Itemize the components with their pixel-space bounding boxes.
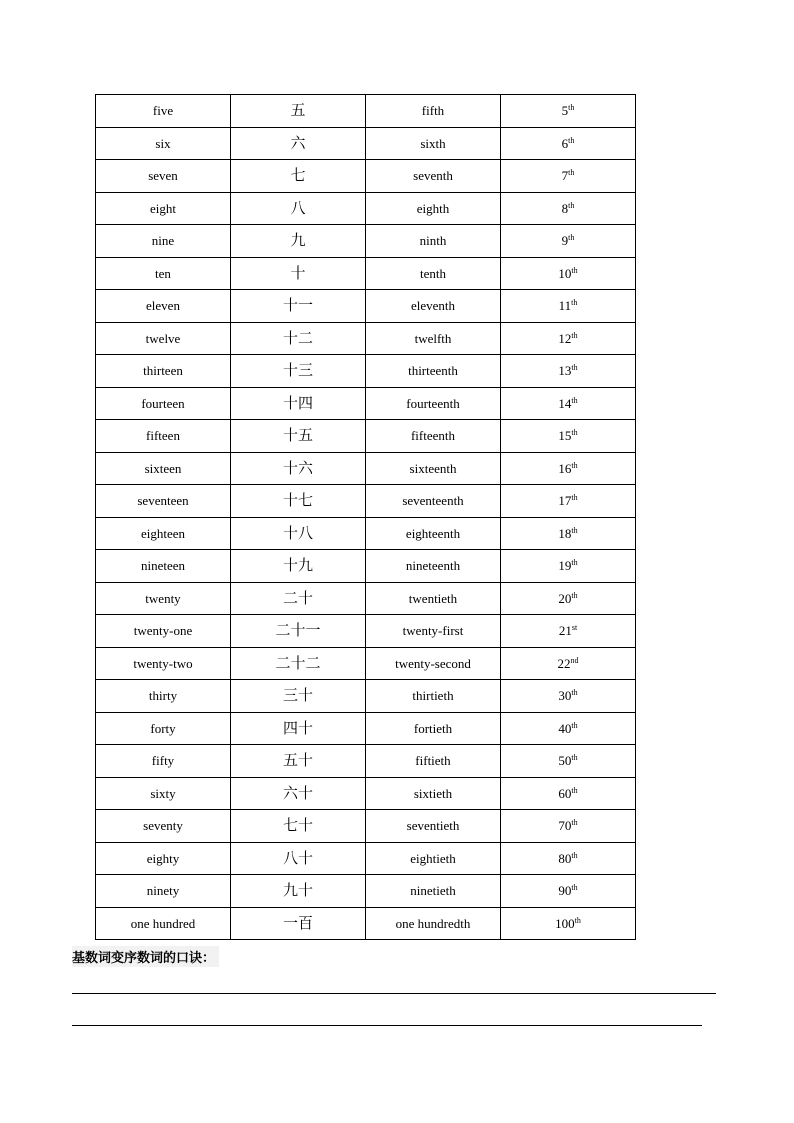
chinese-cell: 十六: [231, 452, 366, 485]
table-row: [96, 875, 636, 908]
chinese-cell: 十九: [231, 550, 366, 583]
ordinal-suffix: th: [568, 168, 575, 178]
chinese-cell: 二十: [231, 582, 366, 615]
ordinal-cell: thirtieth: [366, 680, 501, 713]
ordinal-cell: fifteenth: [366, 420, 501, 453]
chinese-cell: 九十: [231, 875, 366, 908]
table-row: [96, 355, 636, 388]
abbreviation-cell: [501, 680, 636, 713]
ordinal-number: 12: [558, 330, 572, 346]
abbreviation-cell: [501, 160, 636, 193]
abbreviation-cell: [501, 810, 636, 843]
ordinal-suffix: th: [571, 850, 578, 860]
cardinal-cell: forty: [96, 712, 231, 745]
ordinal-suffix: th: [571, 883, 578, 893]
chinese-cell: 十七: [231, 485, 366, 518]
ordinal-suffix: th: [571, 590, 578, 600]
table-row: [96, 517, 636, 550]
ordinal-cell: fortieth: [366, 712, 501, 745]
table-row: [96, 127, 636, 160]
ordinal-suffix: th: [571, 688, 578, 698]
cardinal-cell: eleven: [96, 290, 231, 323]
abbreviation-cell: [501, 907, 636, 940]
cardinal-cell: ten: [96, 257, 231, 290]
ordinal-cell: fifth: [366, 95, 501, 128]
ordinal-cell: twentieth: [366, 582, 501, 615]
chinese-cell: 十一: [231, 290, 366, 323]
table-row: [96, 452, 636, 485]
abbreviation-cell: [501, 712, 636, 745]
ordinal-suffix: th: [571, 265, 578, 275]
cardinal-cell: eighteen: [96, 517, 231, 550]
abbreviation-cell: [501, 257, 636, 290]
ordinal-cell: eighth: [366, 192, 501, 225]
cardinal-cell: five: [96, 95, 231, 128]
chinese-cell: 四十: [231, 712, 366, 745]
abbreviation-cell: [501, 517, 636, 550]
ordinal-suffix: th: [568, 103, 575, 113]
ordinal-suffix: th: [571, 363, 578, 373]
table-row: [96, 810, 636, 843]
ordinal-number: 7: [561, 168, 569, 184]
chinese-cell: 一百: [231, 907, 366, 940]
chinese-cell: 十五: [231, 420, 366, 453]
number-table: [95, 94, 636, 940]
table-row: [96, 322, 636, 355]
chinese-cell: 三十: [231, 680, 366, 713]
abbreviation-cell: [501, 842, 636, 875]
answer-line-2: [72, 1025, 702, 1026]
ordinal-number: 40: [558, 720, 572, 736]
cardinal-cell: fifty: [96, 745, 231, 778]
ordinal-suffix: th: [571, 558, 578, 568]
chinese-cell: 九: [231, 225, 366, 258]
ordinal-suffix: th: [571, 493, 578, 503]
ordinal-cell: sixteenth: [366, 452, 501, 485]
ordinal-cell: twelfth: [366, 322, 501, 355]
ordinal-cell: ninetieth: [366, 875, 501, 908]
ordinal-suffix: th: [568, 233, 575, 243]
chinese-cell: 六十: [231, 777, 366, 810]
ordinal-cell: eleventh: [366, 290, 501, 323]
ordinal-number: 5: [561, 103, 569, 119]
answer-line-1: [72, 993, 716, 994]
ordinal-number: 20: [558, 590, 572, 606]
ordinal-cell: fourteenth: [366, 387, 501, 420]
chinese-cell: 六: [231, 127, 366, 160]
ordinal-cell: thirteenth: [366, 355, 501, 388]
cardinal-cell: twelve: [96, 322, 231, 355]
ordinal-number: 60: [558, 785, 572, 801]
ordinal-suffix: th: [571, 330, 578, 340]
table-row: [96, 550, 636, 583]
mnemonic-heading: 基数词变序数词的口诀：: [72, 946, 219, 967]
ordinal-number: 9: [561, 233, 569, 249]
abbreviation-cell: [501, 582, 636, 615]
abbreviation-cell: [501, 875, 636, 908]
table-row: [96, 485, 636, 518]
ordinal-suffix: th: [571, 818, 578, 828]
ordinal-number: 10: [558, 265, 572, 281]
abbreviation-cell: [501, 420, 636, 453]
abbreviation-cell: [501, 615, 636, 648]
ordinal-cell: sixth: [366, 127, 501, 160]
ordinal-suffix: nd: [570, 655, 579, 665]
ordinal-cell: ninth: [366, 225, 501, 258]
table-row: [96, 387, 636, 420]
cardinal-cell: seven: [96, 160, 231, 193]
ordinal-cell: seventeenth: [366, 485, 501, 518]
abbreviation-cell: [501, 225, 636, 258]
table-row: [96, 192, 636, 225]
ordinal-number: 15: [558, 428, 572, 444]
ordinal-cell: tenth: [366, 257, 501, 290]
abbreviation-cell: [501, 452, 636, 485]
ordinal-cell: sixtieth: [366, 777, 501, 810]
chinese-cell: 七十: [231, 810, 366, 843]
cardinal-cell: thirty: [96, 680, 231, 713]
ordinal-suffix: th: [571, 753, 578, 763]
chinese-cell: 十八: [231, 517, 366, 550]
abbreviation-cell: [501, 550, 636, 583]
table-row: [96, 225, 636, 258]
ordinal-number: 11: [558, 298, 572, 314]
ordinal-suffix: th: [571, 525, 578, 535]
ordinal-suffix: st: [571, 623, 578, 633]
ordinal-suffix: th: [571, 395, 578, 405]
abbreviation-cell: [501, 290, 636, 323]
chinese-cell: 八: [231, 192, 366, 225]
ordinal-number: 30: [558, 688, 572, 704]
abbreviation-cell: [501, 355, 636, 388]
abbreviation-cell: [501, 192, 636, 225]
ordinal-suffix: th: [571, 298, 578, 308]
ordinal-number: 16: [558, 460, 572, 476]
ordinal-suffix: th: [568, 200, 575, 210]
cardinal-cell: seventy: [96, 810, 231, 843]
cardinal-cell: seventeen: [96, 485, 231, 518]
abbreviation-cell: [501, 387, 636, 420]
chinese-cell: 十三: [231, 355, 366, 388]
cardinal-cell: twenty-two: [96, 647, 231, 680]
ordinal-suffix: th: [568, 135, 575, 145]
ordinal-number: 13: [558, 363, 572, 379]
ordinal-number: 70: [558, 818, 572, 834]
cardinal-cell: twenty: [96, 582, 231, 615]
cardinal-cell: one hundred: [96, 907, 231, 940]
ordinal-cell: twenty-second: [366, 647, 501, 680]
table-row: [96, 615, 636, 648]
ordinal-cell: fiftieth: [366, 745, 501, 778]
chinese-cell: 十四: [231, 387, 366, 420]
ordinal-number: 80: [558, 850, 572, 866]
table-body: [96, 95, 636, 940]
ordinal-number: 90: [558, 883, 572, 899]
cardinal-cell: eight: [96, 192, 231, 225]
table-row: [96, 842, 636, 875]
ordinal-number: 21: [558, 623, 572, 639]
abbreviation-cell: [501, 485, 636, 518]
cardinal-cell: fourteen: [96, 387, 231, 420]
table-row: [96, 257, 636, 290]
table-row: [96, 907, 636, 940]
ordinal-suffix: th: [571, 785, 578, 795]
ordinal-suffix: th: [571, 428, 578, 438]
cardinal-cell: ninety: [96, 875, 231, 908]
cardinal-cell: sixty: [96, 777, 231, 810]
table-row: [96, 680, 636, 713]
ordinal-number: 22: [557, 655, 571, 671]
ordinal-number: 18: [558, 525, 572, 541]
ordinal-suffix: th: [571, 720, 578, 730]
chinese-cell: 七: [231, 160, 366, 193]
cardinal-cell: fifteen: [96, 420, 231, 453]
table-row: [96, 160, 636, 193]
ordinal-number: 17: [558, 493, 572, 509]
cardinal-cell: sixteen: [96, 452, 231, 485]
chinese-cell: 二十一: [231, 615, 366, 648]
table-row: [96, 420, 636, 453]
chinese-cell: 五十: [231, 745, 366, 778]
ordinal-number: 19: [558, 558, 572, 574]
table-row: [96, 290, 636, 323]
ordinal-number: 8: [561, 200, 569, 216]
table-row: [96, 582, 636, 615]
cardinal-cell: nineteen: [96, 550, 231, 583]
ordinal-cell: seventh: [366, 160, 501, 193]
ordinal-cell: one hundredth: [366, 907, 501, 940]
ordinal-cell: twenty-first: [366, 615, 501, 648]
ordinal-cell: nineteenth: [366, 550, 501, 583]
cardinal-cell: thirteen: [96, 355, 231, 388]
ordinal-number: 50: [558, 753, 572, 769]
chinese-cell: 十二: [231, 322, 366, 355]
abbreviation-cell: [501, 95, 636, 128]
table-row: [96, 777, 636, 810]
ordinal-cell: eighteenth: [366, 517, 501, 550]
cardinal-cell: twenty-one: [96, 615, 231, 648]
table-row: [96, 712, 636, 745]
abbreviation-cell: [501, 777, 636, 810]
abbreviation-cell: [501, 647, 636, 680]
abbreviation-cell: [501, 322, 636, 355]
table-row: [96, 745, 636, 778]
ordinal-number: 14: [558, 395, 572, 411]
ordinal-suffix: th: [574, 915, 581, 925]
ordinal-suffix: th: [571, 460, 578, 470]
abbreviation-cell: [501, 127, 636, 160]
ordinal-cell: seventieth: [366, 810, 501, 843]
ordinal-number: 100: [555, 915, 575, 931]
ordinal-cell: eightieth: [366, 842, 501, 875]
ordinal-number: 6: [561, 135, 569, 151]
abbreviation-cell: [501, 745, 636, 778]
chinese-cell: 八十: [231, 842, 366, 875]
chinese-cell: 十: [231, 257, 366, 290]
chinese-cell: 二十二: [231, 647, 366, 680]
cardinal-cell: eighty: [96, 842, 231, 875]
table-row: [96, 647, 636, 680]
cardinal-cell: nine: [96, 225, 231, 258]
table-row: [96, 95, 636, 128]
cardinal-cell: six: [96, 127, 231, 160]
chinese-cell: 五: [231, 95, 366, 128]
